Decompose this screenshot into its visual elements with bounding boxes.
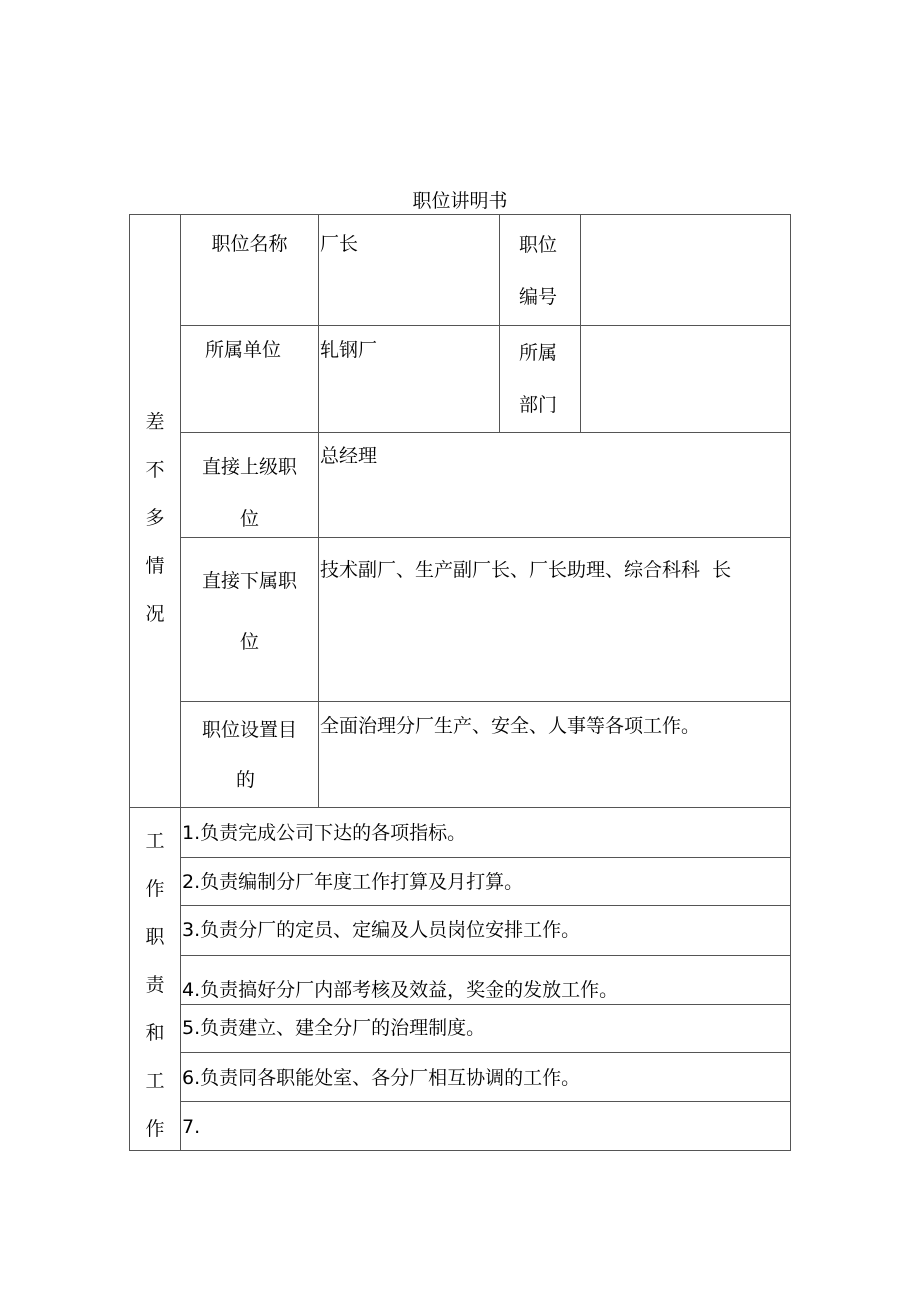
subordinate-value: 技术副厂、生产副厂长、厂长助理、综合科科 长 <box>320 559 732 581</box>
side-char: 况 <box>145 603 165 625</box>
subordinate-label-line2: 位 <box>239 631 259 653</box>
side-char: 多 <box>145 507 165 529</box>
duty-item: 5.负责建立、建全分厂的治理制度。 <box>182 1017 486 1039</box>
duty-item: 1.负责完成公司下达的各项指标。 <box>182 822 467 844</box>
superior-label-line1: 直接上级职 <box>201 456 297 478</box>
side-char: 不 <box>145 459 165 481</box>
unit-label: 所属单位 <box>204 339 281 361</box>
purpose-label-line2: 的 <box>235 769 255 791</box>
position-name-value: 厂长 <box>320 233 359 255</box>
superior-value: 总经理 <box>320 445 378 467</box>
unit-value: 轧钢厂 <box>320 339 378 361</box>
duty-item: 4.负责搞好分厂内部考核及效益，奖金的发放工作。 <box>182 979 619 1001</box>
position-code-label-line2: 编号 <box>518 286 557 308</box>
position-name-label: 职位名称 <box>211 233 288 255</box>
superior-label <box>181 433 318 545</box>
side-char: 作 <box>145 878 165 900</box>
duties-section-side-label <box>129 817 181 1153</box>
superior-label-line2: 位 <box>239 508 259 530</box>
side-char: 差 <box>145 411 165 433</box>
basic-section-side-label <box>129 398 181 638</box>
side-char: 职 <box>145 926 165 948</box>
side-char: 情 <box>145 555 165 577</box>
side-char: 责 <box>145 974 165 996</box>
dept-label <box>500 327 576 431</box>
purpose-value: 全面治理分厂生产、安全、人事等各项工作。 <box>320 715 701 737</box>
side-char: 作 <box>145 1118 165 1140</box>
duty-item: 2.负责编制分厂年度工作打算及月打算。 <box>182 871 524 893</box>
purpose-label-line1: 职位设置目 <box>201 719 297 741</box>
document-title: 职位讲明书 <box>412 190 508 212</box>
side-char: 工 <box>145 830 165 852</box>
dept-label-line2: 部门 <box>518 394 557 416</box>
subordinate-label-line1: 直接下属职 <box>201 570 297 592</box>
duty-item: 6.负责同各职能处室、各分厂相互协调的工作。 <box>182 1067 581 1089</box>
purpose-label <box>181 717 318 793</box>
duty-item: 7. <box>182 1116 201 1138</box>
dept-label-line1: 所属 <box>518 342 557 364</box>
subordinate-label <box>181 568 318 655</box>
duty-item: 3.负责分厂的定员、定编及人员岗位安排工作。 <box>182 919 581 941</box>
side-char: 工 <box>145 1070 165 1092</box>
side-char: 和 <box>145 1022 165 1044</box>
position-code-label <box>500 219 576 323</box>
position-code-label-line1: 职位 <box>518 234 557 256</box>
